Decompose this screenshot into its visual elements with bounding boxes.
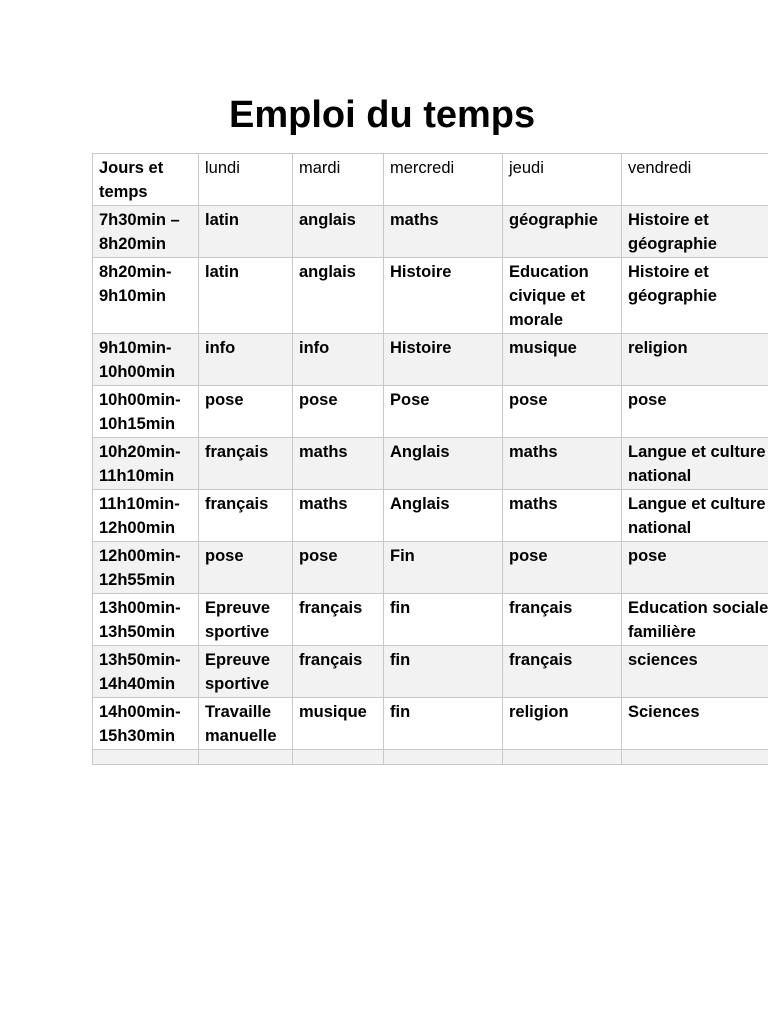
table-cell: français xyxy=(293,646,384,698)
table-cell: fin xyxy=(384,646,503,698)
table-cell: pose xyxy=(622,542,768,594)
table-cell: géographie xyxy=(503,206,622,258)
table-cell: français xyxy=(293,594,384,646)
table-cell: pose xyxy=(622,386,768,438)
table-header-row xyxy=(93,154,768,206)
empty-cell xyxy=(503,750,622,765)
time-cell: 14h00min-15h30min xyxy=(93,698,199,750)
table-cell: français xyxy=(199,438,293,490)
table-row xyxy=(93,490,768,542)
table-cell: pose xyxy=(293,542,384,594)
table-cell: Histoire et géographie xyxy=(622,258,768,334)
table-cell: pose xyxy=(199,542,293,594)
table-cell: religion xyxy=(503,698,622,750)
table-cell: Sciences xyxy=(622,698,768,750)
table-cell: Epreuve sportive xyxy=(199,594,293,646)
table-cell: pose xyxy=(293,386,384,438)
table-cell: français xyxy=(503,594,622,646)
table-row xyxy=(93,386,768,438)
table-cell: Fin xyxy=(384,542,503,594)
table-cell: latin xyxy=(199,258,293,334)
table-cell: Histoire xyxy=(384,258,503,334)
table-cell: maths xyxy=(384,206,503,258)
empty-table-row xyxy=(93,750,768,765)
table-row xyxy=(93,206,768,258)
table-row xyxy=(93,334,768,386)
header-cell-monday: lundi xyxy=(199,154,293,206)
table-cell: sciences xyxy=(622,646,768,698)
table-cell: maths xyxy=(293,490,384,542)
empty-cell xyxy=(93,750,199,765)
table-cell: pose xyxy=(503,386,622,438)
time-cell: 10h00min-10h15min xyxy=(93,386,199,438)
empty-cell xyxy=(293,750,384,765)
timetable-container xyxy=(92,153,768,765)
table-cell: info xyxy=(293,334,384,386)
table-cell: Education sociale familière xyxy=(622,594,768,646)
time-cell: 9h10min-10h00min xyxy=(93,334,199,386)
table-cell: français xyxy=(503,646,622,698)
table-cell: religion xyxy=(622,334,768,386)
table-cell: musique xyxy=(293,698,384,750)
table-cell: français xyxy=(199,490,293,542)
table-cell: Travaille manuelle xyxy=(199,698,293,750)
table-cell: pose xyxy=(199,386,293,438)
table-cell: Education civique et morale xyxy=(503,258,622,334)
table-cell: Anglais xyxy=(384,438,503,490)
table-cell: latin xyxy=(199,206,293,258)
table-cell: fin xyxy=(384,698,503,750)
time-cell: 12h00min-12h55min xyxy=(93,542,199,594)
table-row xyxy=(93,594,768,646)
table-cell: musique xyxy=(503,334,622,386)
empty-cell xyxy=(384,750,503,765)
table-row xyxy=(93,646,768,698)
table-cell: maths xyxy=(503,438,622,490)
time-cell: 13h50min-14h40min xyxy=(93,646,199,698)
table-cell: Anglais xyxy=(384,490,503,542)
time-cell: 7h30min – 8h20min xyxy=(93,206,199,258)
table-cell: anglais xyxy=(293,206,384,258)
table-row xyxy=(93,438,768,490)
table-row xyxy=(93,698,768,750)
table-cell: Pose xyxy=(384,386,503,438)
time-cell: 11h10min-12h00min xyxy=(93,490,199,542)
time-cell: 8h20min-9h10min xyxy=(93,258,199,334)
header-cell-wednesday: mercredi xyxy=(384,154,503,206)
table-row xyxy=(93,258,768,334)
table-cell: pose xyxy=(503,542,622,594)
table-cell: Histoire et géographie xyxy=(622,206,768,258)
time-cell: 13h00min-13h50min xyxy=(93,594,199,646)
page-title: Emploi du temps xyxy=(229,94,536,136)
time-cell: 10h20min-11h10min xyxy=(93,438,199,490)
table-cell: fin xyxy=(384,594,503,646)
table-cell: Epreuve sportive xyxy=(199,646,293,698)
header-cell-thursday: jeudi xyxy=(503,154,622,206)
table-cell: Langue et culture national xyxy=(622,490,768,542)
table-cell: Histoire xyxy=(384,334,503,386)
table-cell: anglais xyxy=(293,258,384,334)
table-cell: Langue et culture national xyxy=(622,438,768,490)
timetable xyxy=(92,153,768,765)
table-cell: maths xyxy=(503,490,622,542)
table-cell: info xyxy=(199,334,293,386)
table-cell: maths xyxy=(293,438,384,490)
header-cell-tuesday: mardi xyxy=(293,154,384,206)
header-cell-time: Jours et temps xyxy=(93,154,199,206)
table-row xyxy=(93,542,768,594)
header-cell-friday: vendredi xyxy=(622,154,768,206)
empty-cell xyxy=(199,750,293,765)
empty-cell xyxy=(622,750,768,765)
